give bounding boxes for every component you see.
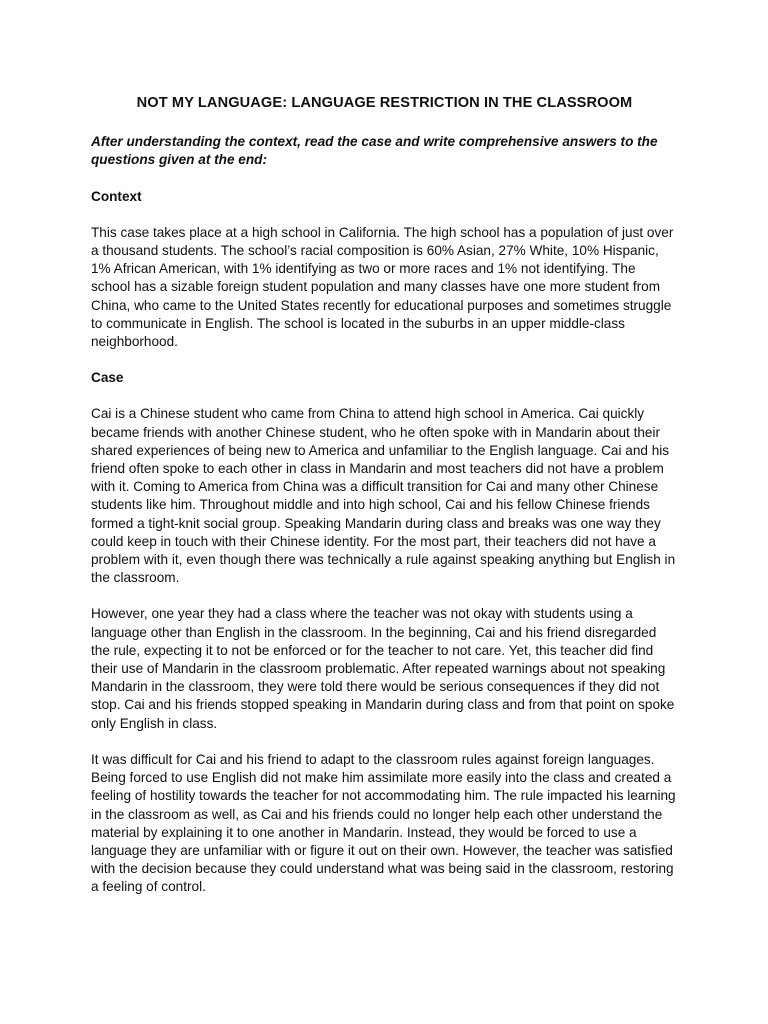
case-paragraph-2: However, one year they had a class where the teacher was not okay with students using a language other than English in the classroom. In the beginning, Cai and his friend disregarded the rule, expecting it to not be enforced or for the teacher to not care. Yet, this teacher did find their use of Mandarin in the classroom problematic. After repeated warnings about not speaking Mandarin in the classroom, they were told there would be serious consequences if they did not stop. Cai and his friends stopped speaking in Mandarin during class and from that point on spoke only English in class. [91,606,675,731]
document-title: NOT MY LANGUAGE: LANGUAGE RESTRICTION IN THE CLASSROOM [136,95,633,111]
context-heading: Context [91,188,142,204]
instruction-text: After understanding the context, read the case and write comprehensive answers to the questions given at the end: [91,134,658,168]
context-paragraph: This case takes place at a high school in California. The high school has a population of just over a thousand students. The school’s racial composition is 60% Asian, 27% White, 10% Hispanic, 1% African American, with 1% identifying as two or more races and 1% not identifying. The school has a sizable foreign student population and many classes have one more student from China, who came to the United States recently for educational purposes and sometimes struggle to communicate in English. The school is located in the suburbs in an upper middle-class neighborhood. [91,224,674,350]
case-paragraph-1: Cai is a Chinese student who came from China to attend high school in America. Cai quickly became friends with another Chinese student, who he often spoke with in Mandarin about their shared experiences of being new to America and unfamiliar to the English language. Cai and his friend often spoke to each other in class in Mandarin and most teachers did not have a problem with it. Coming to America from China was a difficult transition for Cai and many other Chinese students like him. Throughout middle and into high school, Cai and his fellow Chinese friends formed a tight-knit social group. Speaking Mandarin during class and breaks was one way they could keep in touch with their Chinese identity. For the most part, their teachers did not have a problem with it, even though there was technically a rule against speaking anything but English in the classroom. [91,406,676,586]
case-heading: Case [91,370,124,386]
case-paragraph-3: It was difficult for Cai and his friend to adapt to the classroom rules against foreign languages. Being forced to use English did not make him assimilate more easily into the class and created a feeling of hostility towards the teacher for not accommodating him. The rule impacted his learning in the classroom as well, as Cai and his friends could no longer help each other understand the material by explaining it to one another in Mandarin. Instead, they would be forced to use a language they are unfamiliar with or figure it out on their own. However, the teacher was satisfied with the decision because they could understand what was being said in the classroom, restoring a feeling of control. [91,751,676,895]
